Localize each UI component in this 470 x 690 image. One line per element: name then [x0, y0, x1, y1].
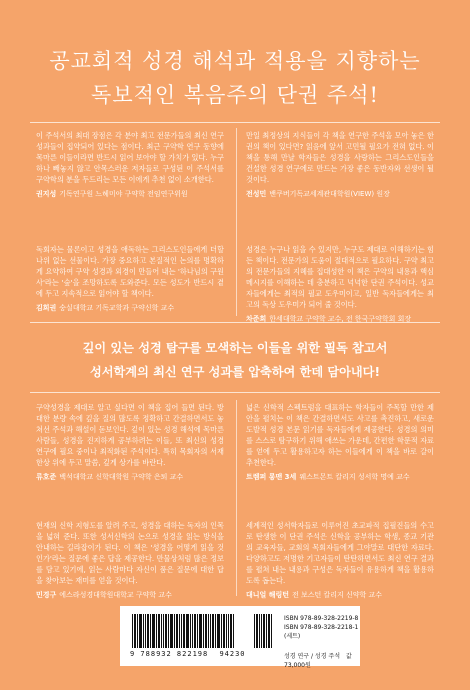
barcode-addon-digits: 94230 — [219, 650, 246, 658]
book-price: 값 73,000원 — [284, 653, 352, 669]
endorsement-text: 성경은 누구나 읽을 수 있지만, 누구도 제대로 이해하기는 힘든 책이다. 전문가의 도움이 절대적으로 필요하다. 구약 최고의 전문가들의 지혜를 집대성한 이 책은 구약의 내용과 핵심 메시지를 이해하는 데 충분하고 넉넉한 단권 주석이다. 성교자들에게는 최적의 필교 도우미이고, 일반 독자들에게는 최고의 독상 도우미가 되어 줄 것이다. — [246, 245, 434, 309]
tagline-line1: 깊이 있는 성경 탐구를 모색하는 이들을 위한 필독 참고서 — [82, 341, 388, 355]
endorsement-text: 현재의 신학 지형도를 알려 주고, 성경을 대하는 독자의 인목을 넓혀 준다. 또한 성서신학의 논으로 성경을 읽는 방식을 안내하는 길라잡이가 된다. 이 책은 '성경을 어떻게 읽을 것인가'라는 질문에 좋은 답을 제공한다. 만물상처럼 많은 정보를 담고 있기에, 읽는 사람마다 자신이 품은 질문에 대한 답을 찾아보는 재미를 얻을 것이다. — [36, 521, 224, 585]
endorser-role: 숭실대학교 기독교학과 구약신학 교수 — [59, 304, 175, 312]
endorser-role: 밴쿠버기독교세계관대학원(VIEW) 원장 — [269, 190, 390, 198]
endorser-role: 기독연구원 느헤미야 구약학 전임연구위원 — [59, 190, 188, 198]
endorser-name: 대니얼 해링턴 — [246, 591, 290, 599]
isbn-info — [284, 614, 360, 641]
endorser-name: 민경구 — [36, 591, 57, 599]
endorser-name: 권지성 — [36, 190, 57, 198]
endorsement — [246, 244, 434, 324]
endorser-role: 에스라성경대학원대학교 구약학 교수 — [59, 591, 172, 599]
endorsement-text: 이 주석서의 최대 장점은 각 분야 최고 전문가들의 최신 연구 성과들이 집약되어 있다는 점이다. 최근 구약학 연구 동향에 목마른 이들이라면 반드시 읽어 보아야 할 가치가 있다. 누구 하나 빼놓지 않고 안목스러운 저자들로 구성된 이 주석서를 구약학의 분을 두드리는 모든 이에게 추천 없이 소개한다. — [36, 131, 224, 184]
endorser-name: 차준희 — [246, 315, 267, 323]
barcode-label — [120, 606, 360, 669]
barcode-bars — [132, 614, 252, 648]
isbn-main: ISBN 978-89-328-2219-8 — [284, 615, 359, 622]
barcode-digits — [130, 650, 246, 658]
endorsement — [246, 130, 434, 226]
endorsement-column-bottom-right — [246, 402, 434, 600]
top-column-divider — [236, 128, 237, 316]
endorsement-text: 넓은 신학적 스펙트럼을 대표하는 학자들이 주목할 만한 제안을 펼치는 이 책은 간결하면서도 사고를 촉진하고, 새로운 도발적 성경 본문 읽기를 독자들에게 제공한다. 성경의 의미를 스스로 탐구하기 위해 애쓰는 가운데, 간편한 학문적 자료를 얻에 두고 활용하고자 하는 이들에게 이 책을 바로 갈이 추천한다. — [246, 403, 434, 467]
endorsement — [246, 520, 434, 600]
barcode-addon-bars — [254, 614, 276, 648]
endorsement-column-top-left — [36, 130, 224, 313]
endorsement — [36, 130, 224, 226]
endorser-name: 트렘퍼 롱맨 3세 — [246, 473, 297, 481]
endorser-role: 백석대학교 신학대학원 구약학 은퇴 교수 — [59, 473, 184, 481]
endorser-role: 웨스트몬트 칼리지 성서학 명예 교수 — [299, 473, 410, 481]
endorsement-text: 만일 최정상의 지식들이 각 책을 연구한 주석을 모아 놓은 한 권의 책이 있다면? 읽음에 앞서 고민될 필요가 전혀 없다. 이 책을 통해 만날 학자들은 성경을 사랑하는 그리스도인들을 건설한 성경 연구에로 만드는 가장 좋은 동반자와 선생이 될 것이다. — [246, 131, 434, 184]
top-divider — [30, 122, 440, 123]
endorsement-column-bottom-left — [36, 402, 224, 600]
endorser-name: 류호준 — [36, 473, 57, 481]
endorsement-text: 독회자는 물론이고 성경을 애독하는 그리스도인들에게 더할 나위 없는 선물이다. 가장 중요하고 본질적인 논의를 명확하게 요약하여 구약 성경과 외경이 만들어 내는 '하나님의 구원사'라는 '숲'을 조망하도록 도와준다. 모든 성도가 반드시 곁에 두고 지속적으로 읽어야 할 책이다. — [36, 245, 224, 298]
endorsement — [36, 402, 224, 506]
endorser-name: 전성민 — [246, 190, 267, 198]
endorsement — [36, 244, 224, 313]
endorser-name: 김희권 — [36, 304, 57, 312]
price-info — [284, 651, 360, 669]
barcode-main-digits: 9 788932 822198 — [130, 650, 209, 658]
endorsement-text: 세계적인 성서학자들로 이루어진 초교파적 집필진들의 수고로 탄생한 이 단권 주석은 신학을 공부하는 학생, 종교 기관의 교육자들, 교회의 목회자들에게 그야말로 대단한 자료다. 다양하고도 저명한 기고자들이 탄탄하면서도 최신 연구 결과를 펼쳐 내는 내용과 구성은 독자들이 유용하게 책을 활용하도록 돕는다. — [246, 521, 434, 585]
middle-divider — [30, 322, 440, 323]
headline-line2: 독보적인 복음주의 단권 주석! — [91, 83, 379, 107]
tagline-line2: 성서학계의 최신 연구 성과를 압축하여 한데 담아내다! — [89, 365, 381, 379]
lower-divider — [30, 392, 440, 393]
endorsement — [36, 520, 224, 600]
isbn-set: ISBN 978-89-328-2218-1 (세트) — [284, 624, 359, 640]
endorser-role: 전 보스턴 칼리지 신약학 교수 — [292, 591, 383, 599]
endorsement-text: 구약성경을 제대로 알고 싶다면 이 책을 집어 들면 된다. 방대한 분량 속에 깊을 질의 많도록 정확하고 간결하면서도 놓쳐선 주석과 해설이 돋보인다. 깊이 있는 성경 해석에 목마른 사람들, 성경을 진지하게 공부하려는 이들, 또 최신의 성경 연구에 필요 중이나 최적화된 주석이다. 특히 목회자의 서재 한상 위에 두고 말씀, 깊게 상가를 바란다. — [36, 403, 224, 467]
book-category: 성경 연구 / 성경 주석 — [284, 653, 341, 660]
endorsement — [246, 402, 434, 506]
tagline — [0, 336, 470, 384]
endorsement-column-top-right — [246, 130, 434, 324]
endorser-role: 한세대학교 구약학 교수, 전 한국구약학회 회장 — [269, 315, 412, 323]
headline-line1: 공교회적 성경 해석과 적용을 지향하는 — [49, 49, 421, 73]
bottom-column-divider — [236, 400, 237, 596]
headline — [0, 44, 470, 112]
